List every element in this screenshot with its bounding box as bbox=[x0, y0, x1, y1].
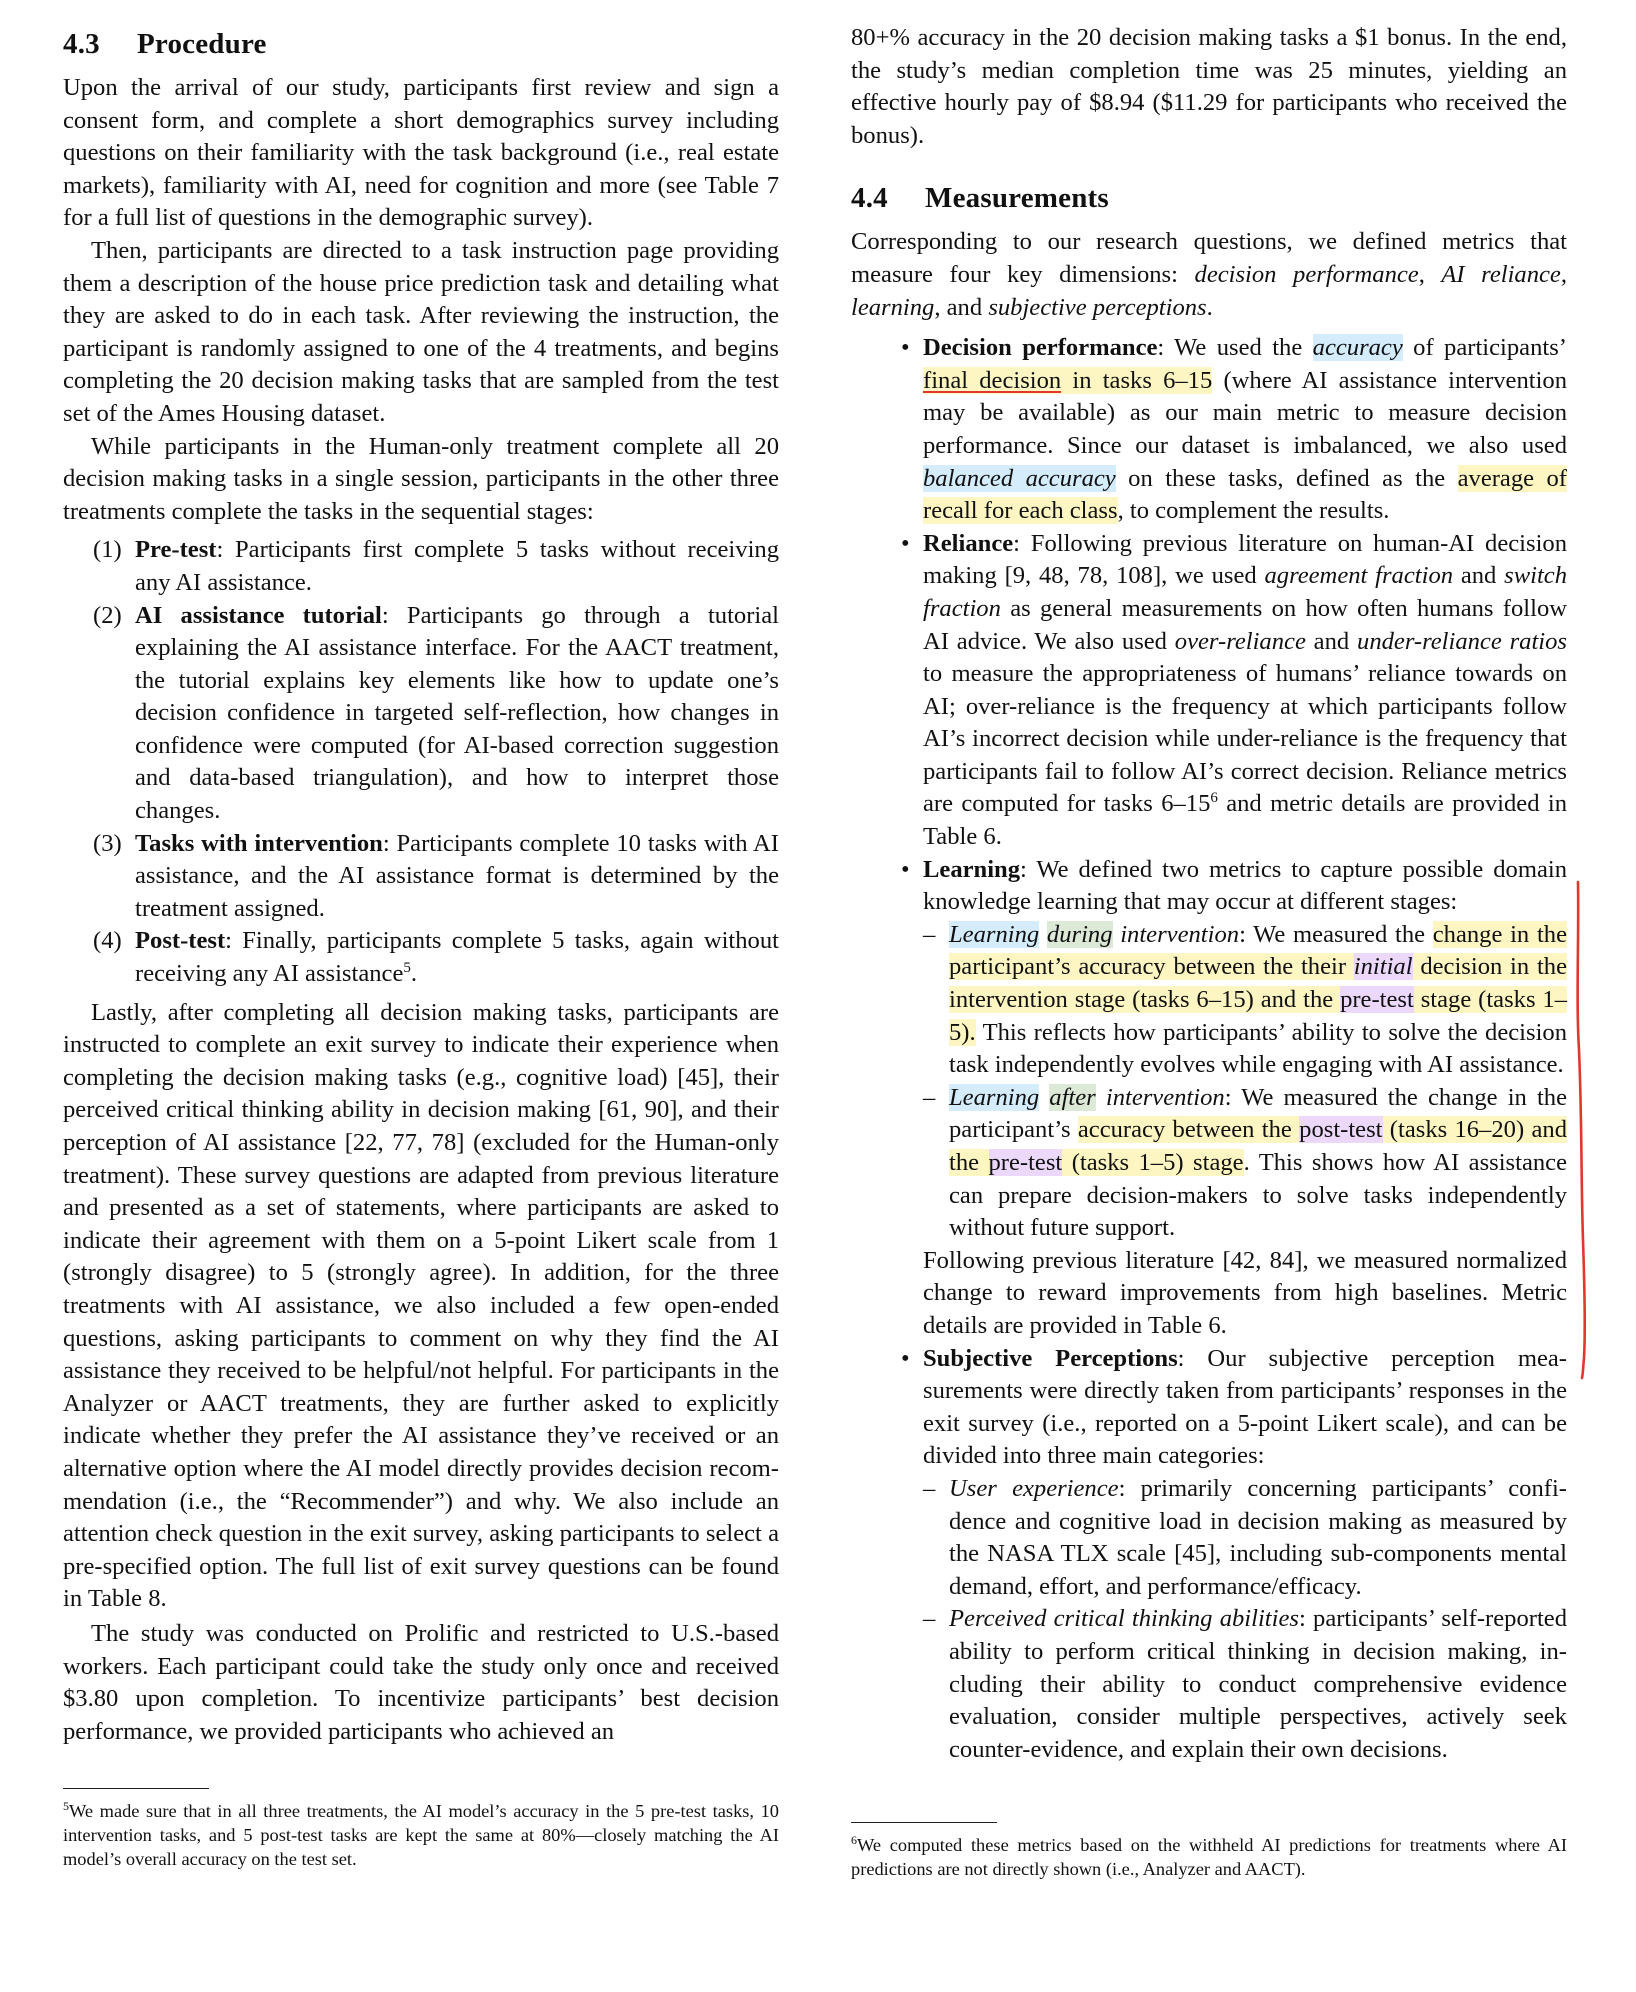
text: , bbox=[1418, 260, 1442, 288]
bullet-icon: • bbox=[901, 334, 910, 362]
highlight-yellow: average of recall for each class bbox=[923, 464, 1567, 525]
bullet-icon: • bbox=[901, 529, 910, 557]
dash-icon: – bbox=[923, 1083, 936, 1111]
text: Corresponding to our research questions, we defined metrics that measure four key dimensions: bbox=[851, 228, 1567, 288]
bullet-term: Decision performance bbox=[923, 334, 1158, 362]
highlight-yellow: accuracy between the bbox=[1077, 1116, 1300, 1144]
highlight-green: during bbox=[1046, 920, 1113, 948]
dash-icon: – bbox=[923, 1605, 936, 1633]
highlight-purple: pre-test bbox=[988, 1149, 1063, 1176]
text: to measure the appropriateness of humans’ reliance towards on AI; over-reliance is the frequency at which participants follow AI’s incorrect decision while under-reliance is the frequency that participants fail to follow AI’s correct decision. Reliance metrics are computed for tasks 6–15 bbox=[923, 660, 1567, 818]
text: : Our subjective perception measurements were directly taken from participants’ responses in the exit survey (i.e., reported on a 5-point Likert scale), and can be divided into three main categories: bbox=[923, 1344, 1567, 1470]
paragraph-exit-survey: Lastly, after completing all decision making tasks, participants are instructed to complete an exit survey to indicate their experience when completing the decision making tasks (e.g., cognitive load) [45], their perceived critical thinking ability in decision making [61, 90], and their perception of AI assistance [22, 77, 78] (excluded for the Human-only treatment). These survey questions are adapted from previous literature and presented as a set of statements, where participants are asked to indicate their agreement with them on a 5-point Likert scale from 1 (strongly disagree) to 5 (strongly agree). In addition, for the three treatments with AI assistance, we also included a few open-ended questions, asking participants to comment on why they find the AI assistance they received to be helpful/not helpful. For participants in the Analyzer or AACT treatments, they are further asked to explicitly indicate whether they prefer the AI assistance they’ve received or an alternative option where the AI model directly provides decision recommendation (i.e., the “Recommender”) and why. We also include an attention check question in the exit survey, asking participants to select a pre-specified option. The full list of exit survey questions can be found in Table 8. bbox=[63, 998, 779, 1613]
highlight-purple: pre-test bbox=[1340, 986, 1414, 1014]
dimension: learning bbox=[851, 293, 935, 321]
stage-item bbox=[63, 534, 779, 599]
highlight-blue: balanced accuracy bbox=[923, 464, 1116, 492]
stage-label: (4) bbox=[93, 927, 122, 955]
text: , bbox=[1560, 260, 1567, 288]
bullet-term: Subjective Perceptions bbox=[923, 1344, 1178, 1372]
paragraph-instruction: Then, participants are directed to a task instruction page providing them a description of the house price prediction task and detailing what they are asked to do in each task. After reviewing the instruction, the participant is randomly assigned to one of the 4 treatments, and begins completing the 20 decision making tasks that are sampled from the test set of the Ames Housing dataset. bbox=[63, 236, 779, 427]
text: , to complement the results. bbox=[1117, 497, 1390, 525]
metric-name: agreement fraction bbox=[1264, 562, 1454, 590]
section-heading-procedure bbox=[63, 22, 779, 66]
highlight-blue: accuracy bbox=[1312, 334, 1403, 362]
text: : We measured the bbox=[1239, 920, 1433, 948]
footnote-number: 5 bbox=[63, 1798, 69, 1813]
stage-term: Post-test bbox=[135, 927, 226, 955]
stage-term: Pre-test bbox=[135, 536, 217, 564]
section-heading-measurements bbox=[851, 176, 1567, 220]
stages-list bbox=[63, 534, 779, 990]
dimension: subjective perceptions bbox=[988, 293, 1207, 321]
metric-name: switch fraction bbox=[923, 562, 1568, 622]
text: as general measurements on how often humans follow AI advice. We also used bbox=[923, 594, 1567, 655]
dimension: decision performance bbox=[1194, 260, 1419, 288]
learning-sublist bbox=[923, 919, 1567, 1245]
bullet-subjective-perceptions bbox=[851, 1343, 1567, 1767]
text: : We measured the change in the participant’s bbox=[949, 1083, 1567, 1144]
bullet-term: Reliance bbox=[923, 529, 1014, 557]
learning-followup: Following previous literature [42, 84], we measured normalized change to reward improvements from high baselines. Metric details are provided in Table 6. bbox=[923, 1246, 1567, 1339]
stage-item bbox=[63, 600, 779, 828]
stage-text: : Participants complete 10 tasks with AI assistance, and the AI assistance format is determined by the treatment assigned. bbox=[135, 829, 779, 922]
sub-term: intervention bbox=[1112, 920, 1240, 948]
stage-text: : Participants go through a tutorial explaining the AI assistance interface. For the AACT treatment, the tutorial explains key elements like how to update one’s decision confidence in targeted self-reflection, how changes in confidence were computed (for AI-based correction suggestion and data-based triangulation), and how to interpret those changes. bbox=[135, 601, 779, 825]
sub-term: intervention bbox=[1095, 1083, 1225, 1111]
text: and metric details are provided in Table 6. bbox=[923, 790, 1567, 851]
highlight-yellow: stage (tasks 1–5). bbox=[949, 986, 1568, 1046]
highlight-green: after bbox=[1049, 1083, 1096, 1111]
stage-text: : Finally, participants complete 5 tasks, again without receiving any AI assistance bbox=[135, 927, 779, 988]
sub-term: User experience bbox=[949, 1474, 1119, 1502]
bullet-reliance bbox=[851, 528, 1567, 854]
text: : We defined two metrics to capture possible domain knowledge learning that may occur at different stages: bbox=[923, 855, 1567, 916]
stage-label: (1) bbox=[93, 536, 122, 564]
highlight-purple: initial bbox=[1353, 953, 1413, 981]
footnote-text: We made sure that in all three treatments, the AI model’s accuracy in the 5 pre-test tasks, 10 intervention tasks, and 5 post-test tasks are kept the same at 80%—closely matching the AI model’s overall accuracy on the test set. bbox=[63, 1801, 779, 1869]
highlight-yellow: in tasks 6–15 bbox=[1061, 366, 1213, 394]
highlight-yellow-underlined: final decision bbox=[923, 366, 1062, 394]
dash-icon: – bbox=[923, 920, 936, 948]
stage-item bbox=[63, 925, 779, 990]
dash-icon: – bbox=[923, 1474, 936, 1502]
dimension: AI reliance bbox=[1441, 260, 1561, 288]
text: : We used the bbox=[1157, 334, 1313, 362]
stage-item bbox=[63, 828, 779, 926]
paragraph-measure-intro bbox=[851, 226, 1567, 324]
footnote-ref-6[interactable]: 6 bbox=[1210, 790, 1218, 807]
highlight-blue: Learning bbox=[949, 920, 1040, 948]
text: . bbox=[1206, 293, 1213, 321]
highlight-purple: post-test bbox=[1299, 1116, 1383, 1144]
paragraph-stages-intro: While participants in the Human-only treatment complete all 20 decision making tasks in a single session, participants in the other three treatments complete the tasks in the sequential stages: bbox=[63, 432, 779, 525]
stage-term: AI assistance tutorial bbox=[135, 601, 382, 629]
section-title: Measurements bbox=[925, 182, 1109, 215]
stage-text-end: . bbox=[410, 960, 418, 988]
stage-label: (2) bbox=[93, 601, 122, 629]
section-number: 4.3 bbox=[63, 28, 100, 60]
red-margin-annotation-line bbox=[1570, 880, 1594, 1380]
text: (where AI assistance intervention may be available) as our main metric to measure decision performance. Since our dataset is imbalanced, we also used bbox=[923, 366, 1568, 459]
bullet-icon: • bbox=[901, 1344, 910, 1372]
highlight-yellow: change in the participant’s accuracy between the their bbox=[949, 920, 1567, 981]
highlight-yellow: (tasks 1–5) stage bbox=[1062, 1149, 1244, 1176]
footnote-5 bbox=[63, 1788, 779, 1871]
stage-text: : Participants first complete 5 tasks without receiving any AI assistance. bbox=[135, 536, 779, 596]
text: of participants’ bbox=[1402, 334, 1567, 362]
subjective-sublist bbox=[923, 1473, 1567, 1766]
footnote-number: 6 bbox=[851, 1832, 857, 1847]
text: : primarily concerning participants’ confidence and cognitive load in decision making as measured by the NASA TLX scale [45], including sub-components mental demand, effort, and performance/efficacy. bbox=[949, 1474, 1567, 1600]
highlight-blue: Learning bbox=[949, 1083, 1040, 1111]
footnote-rule bbox=[63, 1788, 209, 1789]
bullet-learning bbox=[851, 854, 1567, 1343]
highlight-yellow: decision in the intervention stage (tasks 6–15) and the bbox=[949, 953, 1567, 1014]
sub-item-critical-thinking bbox=[923, 1603, 1567, 1766]
text: : Following previous literature on human-AI decision making [9, 48, 78, 108], we used bbox=[923, 529, 1567, 590]
footnote-rule bbox=[851, 1822, 997, 1823]
sub-term: Perceived critical thinking abilities bbox=[949, 1605, 1299, 1633]
metrics-list bbox=[851, 332, 1567, 1766]
paragraph-bonus: 80+% accuracy in the 20 decision making tasks a $1 bonus. In the end, the study’s median completion time was 25 minutes, yielding an effective hourly pay of $8.94 ($11.29 for participants who received the bonus). bbox=[851, 24, 1567, 149]
footnote-text: We computed these metrics based on the withheld AI predictions for treatments where AI predictions are not directly shown (i.e., Analyzer and AACT). bbox=[851, 1835, 1567, 1879]
paragraph-arrival: Upon the arrival of our study, participants first review and sign a consent form, and complete a short demographics survey including questions on their familiarity with the task background (i.e., real estate markets), familiarity with AI, need for cognition and more (see Table 7 for a full list of questions in the demographic survey). bbox=[63, 74, 779, 232]
section-title: Procedure bbox=[137, 28, 267, 60]
bullet-term: Learning bbox=[923, 855, 1021, 883]
sub-item-user-experience bbox=[923, 1473, 1567, 1603]
paragraph-prolific: The study was conducted on Prolific and restricted to U.S.-based workers. Each participant could take the study only once and received $3.80 upon completion. To incentivize participants’ best decision performance, we provided participants who achieved an bbox=[63, 1619, 779, 1745]
left-column bbox=[63, 22, 779, 1748]
right-column bbox=[851, 22, 1567, 1766]
text: This reflects how participants’ ability to solve the decision task independently evolves while engaging with AI assistance. bbox=[949, 1018, 1567, 1079]
metric-name: under-reliance ratios bbox=[1357, 627, 1567, 655]
section-number: 4.4 bbox=[851, 182, 888, 215]
metric-name: over-reliance bbox=[1174, 627, 1306, 655]
text: and bbox=[1305, 627, 1358, 655]
text: and bbox=[1453, 562, 1505, 590]
bullet-icon: • bbox=[901, 855, 910, 883]
sub-item-learning-during bbox=[923, 919, 1567, 1082]
bullet-decision-performance bbox=[851, 332, 1567, 528]
highlight-yellow: (tasks 16–20) and the bbox=[949, 1116, 1567, 1176]
text: , and bbox=[934, 293, 989, 321]
stage-label: (3) bbox=[93, 829, 122, 857]
text: . This shows how AI assistance can prepare decision-makers to solve tasks independently without future support. bbox=[949, 1149, 1568, 1242]
footnote-6 bbox=[851, 1822, 1567, 1881]
text: on these tasks, defined as the bbox=[1115, 464, 1458, 492]
stage-term: Tasks with intervention bbox=[135, 829, 383, 857]
text: : participants’ self-reported ability to perform critical thinking in decision making, including their ability to conduct comprehensive evidence evaluation, consider multiple perspectives, actively seek counter-evidence, and explain their own decisions. bbox=[949, 1605, 1567, 1763]
sub-item-learning-after bbox=[923, 1082, 1567, 1245]
footnote-ref-5[interactable]: 5 bbox=[403, 959, 411, 976]
